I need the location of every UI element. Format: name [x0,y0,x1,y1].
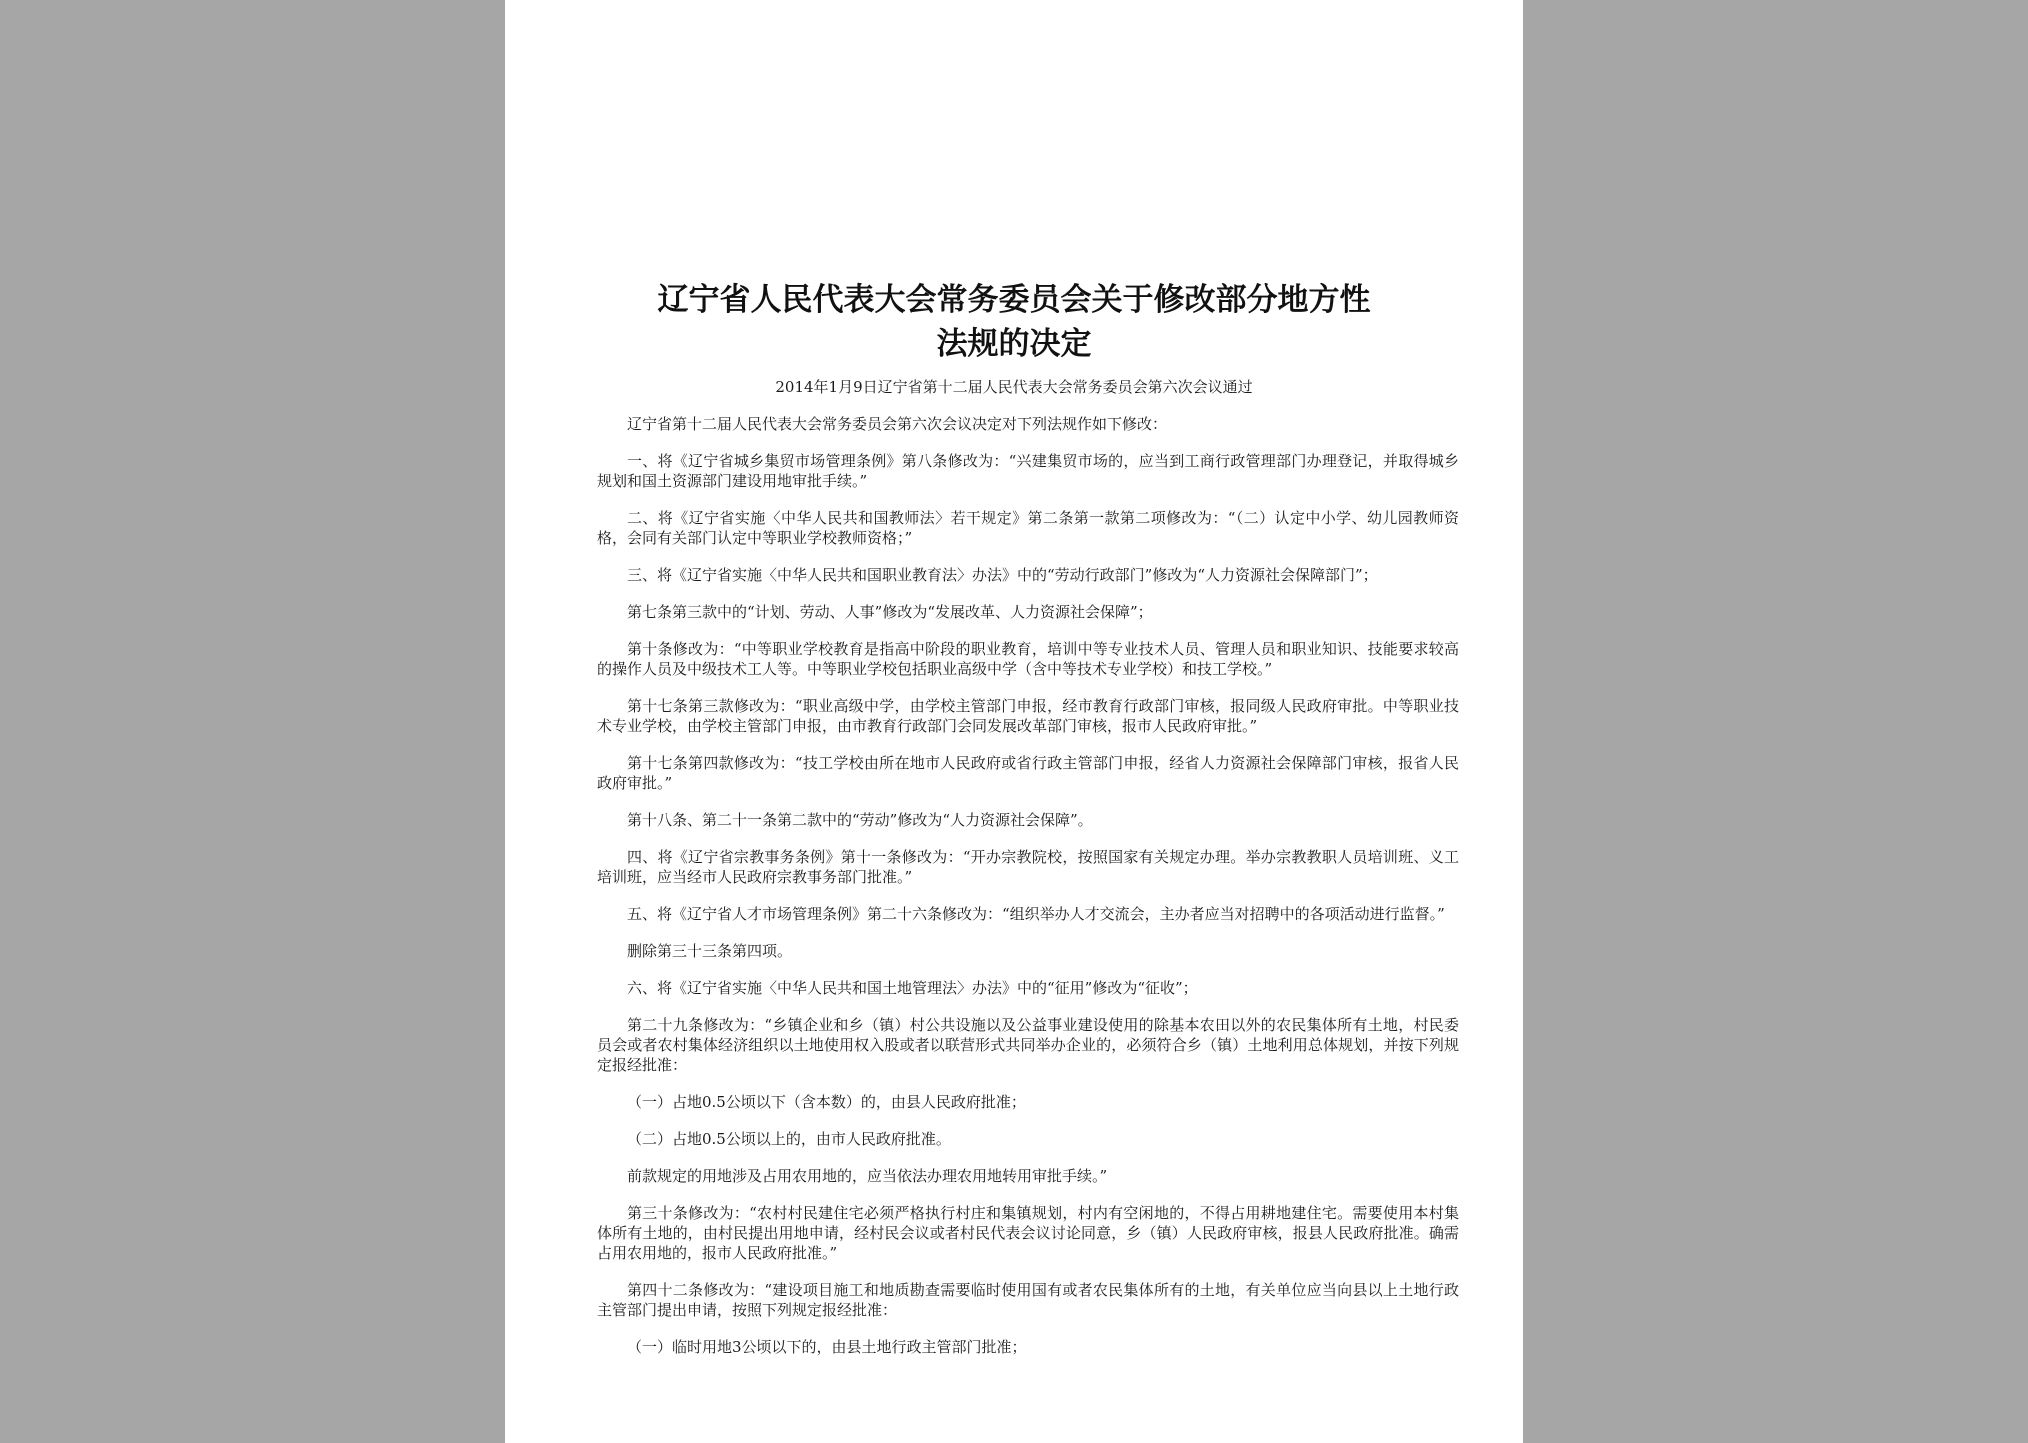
document-title [505,278,1523,366]
paragraph: 第十八条、第二十一条第二款中的“劳动”修改为“人力资源社会保障”。 [627,811,1093,829]
paragraph: 三、将《辽宁省实施〈中华人民共和国职业教育法〉办法》中的“劳动行政部门”修改为“人力资源社会保障部门”； [627,566,1378,584]
paragraph: 四、将《辽宁省宗教事务条例》第十一条修改为：“开办宗教院校，按照国家有关规定办理。举办宗教教职人员培训班、义工培训班，应当经市人民政府宗教事务部门批准。” [597,848,1459,886]
adoption-date-line: 2014年1月9日辽宁省第十二届人民代表大会常务委员会第六次会议通过 [775,378,1253,396]
document-page [505,0,1523,1443]
paragraph: 第十七条第三款修改为：“职业高级中学，由学校主管部门申报，经市教育行政部门审核，报同级人民政府审批。中等职业技术专业学校，由学校主管部门申报，由市教育行政部门会同发展改革部门审核，报市人民政府审批。” [597,697,1459,735]
paragraph: 第十七条第四款修改为：“技工学校由所在地市人民政府或省行政主管部门申报，经省人力资源社会保障部门审核，报省人民政府审批。” [597,754,1459,792]
document-body [597,414,1459,1374]
paragraph: 第三十条修改为：“农村村民建住宅必须严格执行村庄和集镇规划，村内有空闲地的，不得占用耕地建住宅。需要使用本村集体所有土地的，由村民提出用地申请，经村民会议或者村民代表会议讨论同意，乡（镇）人民政府审核，报县人民政府批准。确需占用农用地的，报市人民政府批准。” [597,1204,1459,1262]
paragraph: 一、将《辽宁省城乡集贸市场管理条例》第八条修改为：“兴建集贸市场的，应当到工商行政管理部门办理登记，并取得城乡规划和国土资源部门建设用地审批手续。” [597,452,1459,490]
paragraph: （一）占地0.5公顷以下（含本数）的，由县人民政府批准； [627,1093,1026,1111]
paragraph: 删除第三十三条第四项。 [627,942,793,960]
title-line-2: 法规的决定 [936,326,1092,362]
paragraph: 第十条修改为：“中等职业学校教育是指高中阶段的职业教育，培训中等专业技术人员、管理人员和职业知识、技能要求较高的操作人员及中级技术工人等。中等职业学校包括职业高级中学（含中等技术专业学校）和技工学校。” [597,640,1459,678]
paragraph: （一）临时用地3公顷以下的，由县土地行政主管部门批准； [627,1338,1027,1356]
title-line-1: 辽宁省人民代表大会常务委员会关于修改部分地方性 [657,282,1371,318]
paragraph: 五、将《辽宁省人才市场管理条例》第二十六条修改为：“组织举办人才交流会，主办者应当对招聘中的各项活动进行监督。” [627,905,1445,923]
paragraph: 辽宁省第十二届人民代表大会常务委员会第六次会议决定对下列法规作如下修改： [627,415,1168,433]
paragraph: 第四十二条修改为：“建设项目施工和地质勘查需要临时使用国有或者农民集体所有的土地，有关单位应当向县以上土地行政主管部门提出申请，按照下列规定报经批准： [597,1281,1459,1319]
paragraph: （二）占地0.5公顷以上的，由市人民政府批准。 [627,1130,951,1148]
paragraph: 六、将《辽宁省实施〈中华人民共和国土地管理法〉办法》中的“征用”修改为“征收”； [627,979,1198,997]
paragraph: 前款规定的用地涉及占用农用地的，应当依法办理农用地转用审批手续。” [627,1167,1108,1185]
paragraph: 第二十九条修改为：“乡镇企业和乡（镇）村公共设施以及公益事业建设使用的除基本农田以外的农民集体所有土地，村民委员会或者农村集体经济组织以土地使用权入股或者以联营形式共同举办企业的，必须符合乡（镇）土地利用总体规划，并按下列规定报经批准： [597,1016,1459,1074]
paragraph: 二、将《辽宁省实施〈中华人民共和国教师法〉若干规定》第二条第一款第二项修改为：“（二）认定中小学、幼儿园教师资格，会同有关部门认定中等职业学校教师资格；” [597,509,1459,547]
paragraph: 第七条第三款中的“计划、劳动、人事”修改为“发展改革、人力资源社会保障”； [627,603,1153,621]
